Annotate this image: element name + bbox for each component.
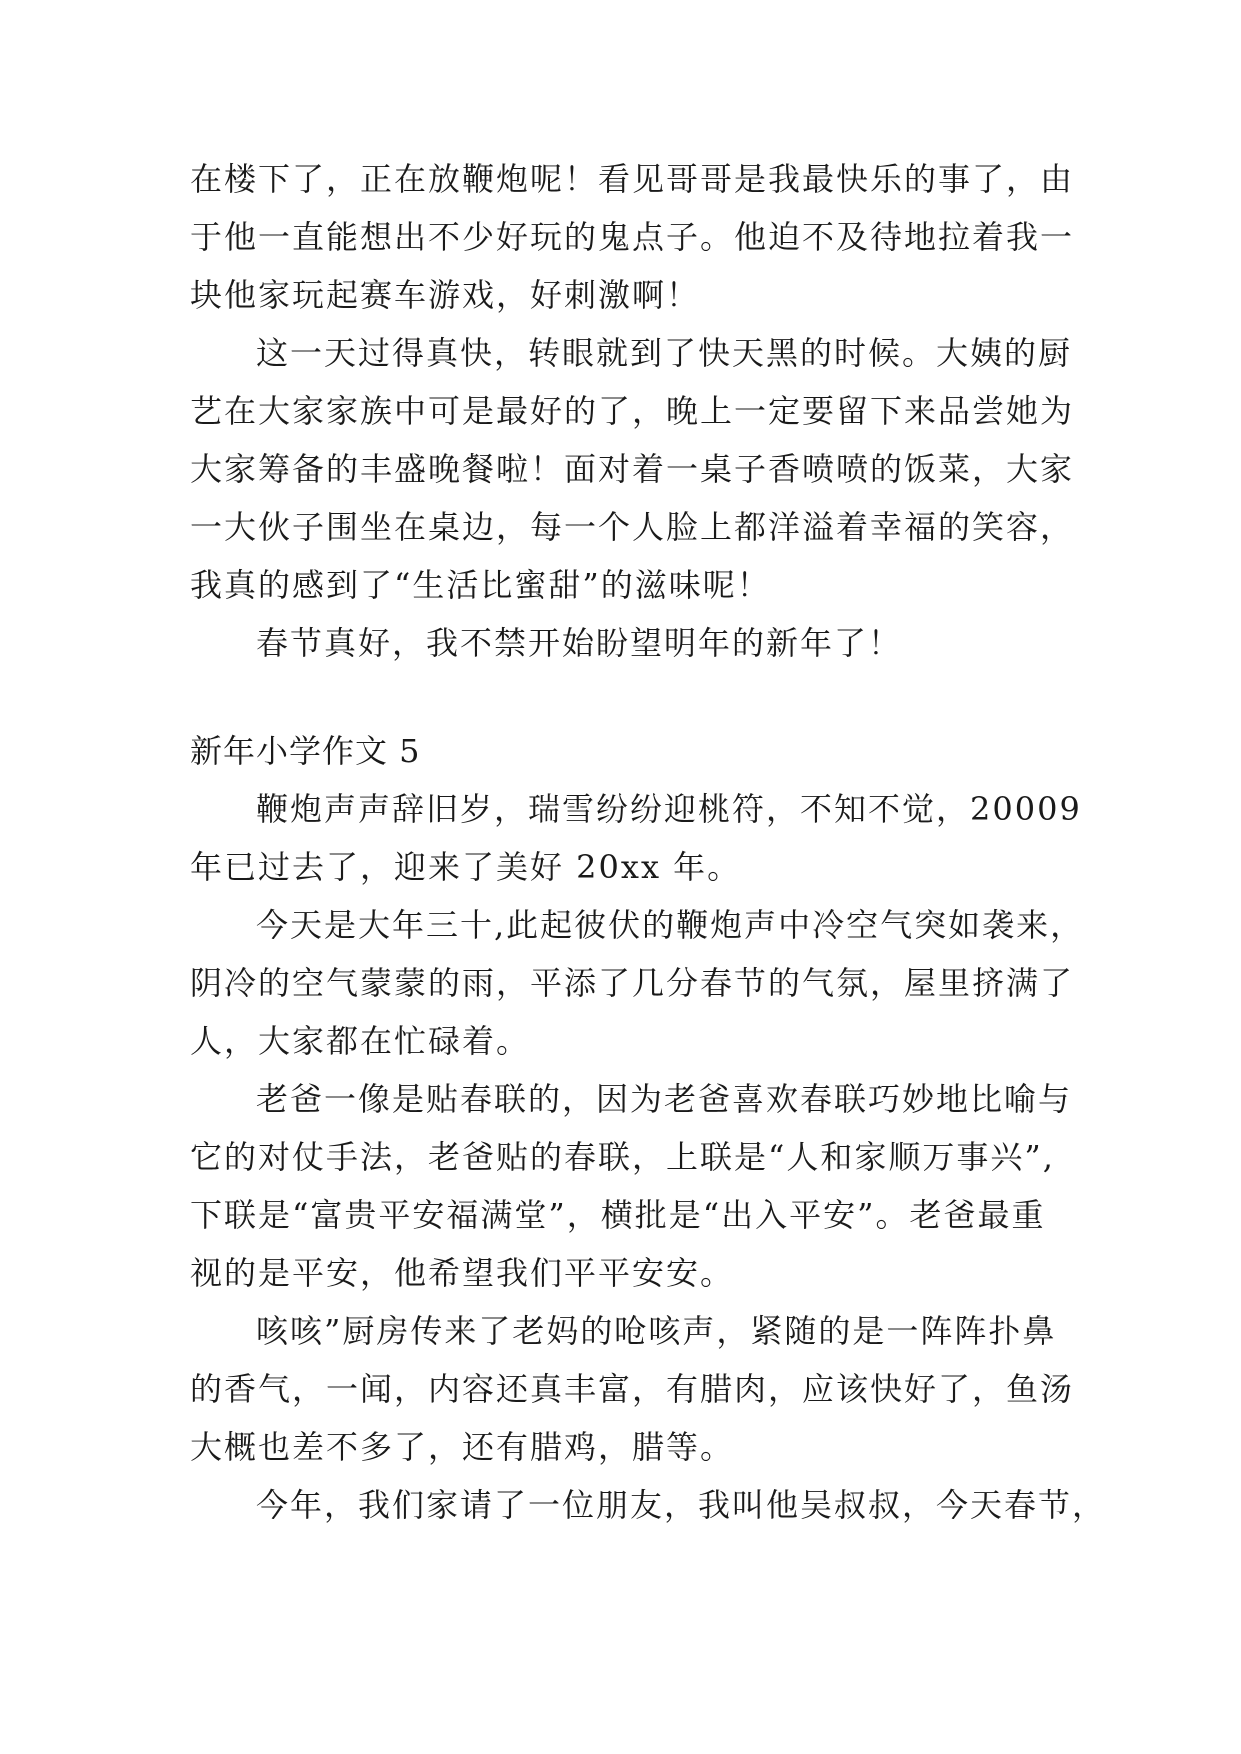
paragraph xyxy=(190,324,1075,614)
paragraph xyxy=(190,614,1070,672)
text-line: 于他一直能想出不少好玩的鬼点子。他迫不及待地拉着我一 xyxy=(190,218,1075,256)
paragraph xyxy=(190,780,1082,896)
text-line: 今天是大年三十,此起彼伏的鞭炮声中冷空气突如袭来， xyxy=(256,906,1085,944)
section-heading xyxy=(190,722,1070,780)
paragraph xyxy=(190,1476,1107,1534)
text-line: 的香气，一闻，内容还真丰富，有腊肉，应该快好了，鱼汤 xyxy=(190,1370,1075,1408)
text-line: 这一天过得真快，转眼就到了快天黑的时候。大姨的厨 xyxy=(256,334,1073,372)
paragraph xyxy=(190,1302,1075,1476)
paragraph xyxy=(190,1070,1073,1302)
text-line: 阴冷的空气蒙蒙的雨，平添了几分春节的气氛，屋里挤满了 xyxy=(190,964,1075,1002)
text-line: 它的对仗手法，老爸贴的春联，上联是“人和家顺万事兴”, xyxy=(190,1138,1055,1176)
text-line: 视的是平安，他希望我们平平安安。 xyxy=(190,1254,735,1292)
paragraph xyxy=(190,896,1085,1070)
section-gap xyxy=(190,672,1070,722)
text-line: 年已过去了，迎来了美好 20xx 年。 xyxy=(190,848,742,886)
text-line: 在楼下了，正在放鞭炮呢！看见哥哥是我最快乐的事了，由 xyxy=(190,160,1075,198)
text-line: 艺在大家家族中可是最好的了，晚上一定要留下来品尝她为 xyxy=(190,392,1075,430)
text-line: 一大伙子围坐在桌边，每一个人脸上都洋溢着幸福的笑容， xyxy=(190,508,1075,546)
text-line: 我真的感到了“生活比蜜甜”的滋味呢！ xyxy=(190,566,771,604)
text-line: 人，大家都在忙碌着。 xyxy=(190,1022,531,1060)
text-line: 鞭炮声声辞旧岁，瑞雪纷纷迎桃符，不知不觉，20009 xyxy=(256,790,1082,828)
text-line: 大概也差不多了，还有腊鸡，腊等。 xyxy=(190,1428,735,1466)
text-line: 老爸一像是贴春联的，因为老爸喜欢春联巧妙地比喻与 xyxy=(256,1080,1073,1118)
paragraph xyxy=(190,150,1075,324)
text-line: 下联是“富贵平安福满堂”，横批是“出入平安”。老爸最重 xyxy=(190,1196,1046,1234)
text-line: 大家筹备的丰盛晚餐啦！面对着一桌子香喷喷的饭菜，大家 xyxy=(190,450,1075,488)
text-line: 块他家玩起赛车游戏，好刺激啊！ xyxy=(190,276,701,314)
heading-text: 新年小学作文 5 xyxy=(190,732,421,770)
text-line: 今年，我们家请了一位朋友，我叫他吴叔叔，今天春节， xyxy=(256,1486,1107,1524)
text-line: 咳咳”厨房传来了老妈的呛咳声，紧随的是一阵阵扑鼻 xyxy=(256,1312,1057,1350)
text-line: 春节真好，我不禁开始盼望明年的新年了！ xyxy=(256,624,903,662)
document-page xyxy=(190,150,1107,1534)
